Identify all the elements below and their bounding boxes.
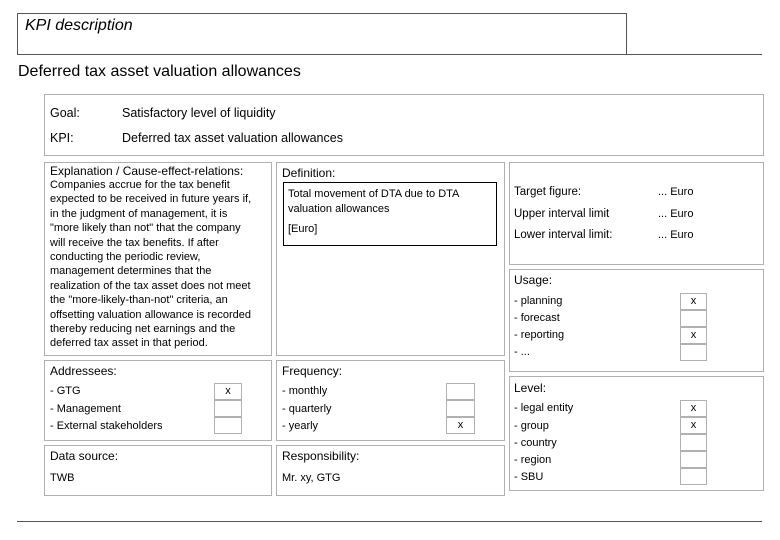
level-checkbox-group[interactable]: x bbox=[680, 417, 707, 434]
definition-line-1: Total movement of DTA due to DTA bbox=[288, 188, 460, 200]
explanation-line: "more likely than not" that the company bbox=[50, 222, 241, 235]
addressees-label: Addressees: bbox=[50, 364, 117, 378]
frequency-item-monthly: - monthly bbox=[282, 385, 328, 397]
usage-checkbox-planning[interactable]: x bbox=[680, 293, 707, 310]
addressee-item-external: - External stakeholders bbox=[50, 420, 163, 432]
responsibility-value: Mr. xy, GTG bbox=[282, 472, 341, 484]
header-divider bbox=[17, 54, 762, 55]
target-figure-label: Target figure: bbox=[514, 186, 582, 198]
explanation-line: thereby reducing net earnings and the bbox=[50, 323, 236, 336]
frequency-checkbox-yearly[interactable]: x bbox=[446, 417, 475, 434]
lower-limit-label: Lower interval limit: bbox=[514, 229, 613, 241]
explanation-line: will receive the tax benefits. If after bbox=[50, 236, 219, 249]
usage-item-other: - ... bbox=[514, 346, 530, 358]
frequency-label: Frequency: bbox=[282, 364, 343, 378]
explanation-line: in the judgment of management, it is bbox=[50, 207, 228, 220]
goal-value: Satisfactory level of liquidity bbox=[122, 106, 276, 120]
definition-label: Definition: bbox=[282, 166, 336, 180]
usage-item-forecast: - forecast bbox=[514, 312, 560, 324]
responsibility-label: Responsibility: bbox=[282, 449, 360, 463]
definition-unit: [Euro] bbox=[288, 223, 318, 235]
explanation-line: management determines that the bbox=[50, 265, 212, 278]
datasource-label: Data source: bbox=[50, 449, 119, 463]
frequency-item-quarterly: - quarterly bbox=[282, 403, 332, 415]
explanation-line: expected to be received in future years if, bbox=[50, 193, 252, 206]
level-checkbox-sbu[interactable] bbox=[680, 468, 707, 485]
usage-checkbox-reporting[interactable]: x bbox=[680, 327, 707, 344]
usage-checkbox-forecast[interactable] bbox=[680, 310, 707, 327]
explanation-line: realization of the tax asset does not meet bbox=[50, 279, 251, 292]
addressee-checkbox-external[interactable] bbox=[214, 417, 242, 434]
explanation-text bbox=[50, 178, 272, 351]
page-title: KPI description bbox=[25, 17, 133, 34]
usage-checkbox-other[interactable] bbox=[680, 344, 707, 361]
kpi-value: Deferred tax asset valuation allowances bbox=[122, 131, 343, 145]
level-checkbox-legal-entity[interactable]: x bbox=[680, 400, 707, 417]
upper-limit-label: Upper interval limit bbox=[514, 208, 610, 220]
kpi-subtitle: Deferred tax asset valuation allowances bbox=[18, 63, 301, 80]
level-item-legal-entity: - legal entity bbox=[514, 402, 574, 414]
target-figure-value: ... Euro bbox=[658, 186, 694, 198]
explanation-line: the "more-likely-than-not" criteria, an bbox=[50, 294, 228, 307]
kpi-label: KPI: bbox=[50, 131, 74, 145]
level-item-group: - group bbox=[514, 420, 549, 432]
upper-limit-value: ... Euro bbox=[658, 208, 694, 220]
level-label: Level: bbox=[514, 381, 547, 395]
explanation-line: Companies accrue for the tax benefit bbox=[50, 179, 230, 191]
footer-divider bbox=[17, 521, 762, 522]
addressee-checkbox-gtg[interactable]: x bbox=[214, 383, 242, 400]
usage-item-planning: - planning bbox=[514, 295, 563, 307]
lower-limit-value: ... Euro bbox=[658, 229, 694, 241]
usage-item-reporting: - reporting bbox=[514, 329, 565, 341]
level-checkbox-country[interactable] bbox=[680, 434, 707, 451]
level-item-country: - country bbox=[514, 437, 557, 449]
addressee-item-gtg: - GTG bbox=[50, 385, 81, 397]
frequency-item-yearly: - yearly bbox=[282, 420, 319, 432]
level-checkbox-region[interactable] bbox=[680, 451, 707, 468]
level-box bbox=[509, 376, 764, 491]
datasource-value: TWB bbox=[50, 472, 75, 484]
explanation-line: conducting the periodic review, bbox=[50, 251, 201, 264]
frequency-checkbox-quarterly[interactable] bbox=[446, 400, 475, 417]
definition-line-2: valuation allowances bbox=[288, 203, 390, 215]
explanation-line: deferred tax asset in that period. bbox=[50, 337, 208, 350]
addressee-item-management: - Management bbox=[50, 403, 121, 415]
goal-label: Goal: bbox=[50, 106, 80, 120]
level-item-region: - region bbox=[514, 454, 552, 466]
frequency-checkbox-monthly[interactable] bbox=[446, 383, 475, 400]
addressee-checkbox-management[interactable] bbox=[214, 400, 242, 417]
goal-kpi-box bbox=[44, 94, 764, 156]
usage-label: Usage: bbox=[514, 273, 553, 287]
level-item-sbu: - SBU bbox=[514, 471, 544, 483]
explanation-line: offsetting valuation allowance is recorded bbox=[50, 308, 251, 321]
explanation-label: Explanation / Cause-effect-relations: bbox=[50, 164, 244, 178]
